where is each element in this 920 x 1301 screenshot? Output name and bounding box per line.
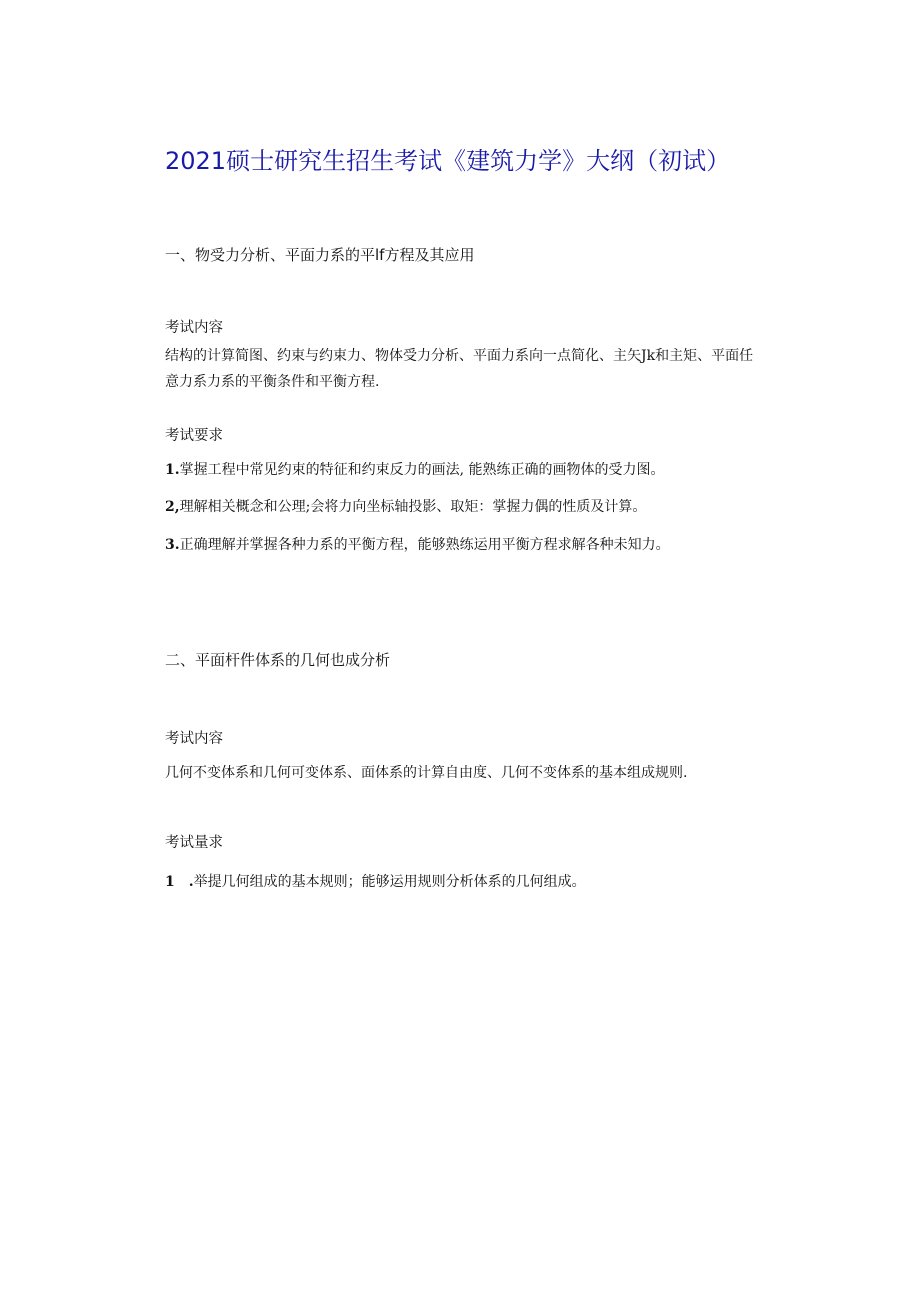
requirement-number: 2, <box>165 499 180 515</box>
document-title: 2021硕士研究生招生考试《建筑力学》大纲（初试） <box>165 147 731 175</box>
requirement-number: 3. <box>165 537 180 553</box>
requirement-text: 举提几何组成的基本规则；能够运用规则分析体系的几何组成。 <box>193 874 586 890</box>
section-2-content-heading: 考试内容 <box>165 731 223 747</box>
section-2-requirements-heading: 考试量求 <box>165 835 223 851</box>
section-1-requirements-heading: 考试要求 <box>165 428 223 444</box>
requirement-number: 1 . <box>165 874 194 890</box>
requirement-text: 正确理解并掌握各种力系的平衡方程，能够熟练运用平衡方程求解各种未知力。 <box>179 537 670 553</box>
section-1-content-text: 结构的计算简图、约束与约束力、物体受力分析、平面力系向一点简化、主矢Jk和主矩、平面任意力系力系的平衡条件和平衡方程. <box>165 348 754 390</box>
section-1-requirement-2 <box>165 496 765 518</box>
section-1-content-heading: 考试内容 <box>165 320 223 336</box>
section-1-requirement-1 <box>165 459 765 481</box>
section-1-requirement-3 <box>165 534 765 556</box>
section-1-heading: 一、物受力分析、平面力系的平lf方程及其应用 <box>165 246 475 264</box>
requirement-text: 掌握工程中常见约束的特征和约束反力的画法, 能熟练正确的画物体的受力图。 <box>179 462 665 478</box>
section-2-requirement-1 <box>165 871 765 893</box>
requirement-number: 1. <box>165 462 180 478</box>
section-2-heading: 二、平面杆件体系的几何也成分析 <box>165 651 391 669</box>
section-2-content-text: 几何不变体系和几何可变体系、面体系的计算自由度、几何不变体系的基本组成规则. <box>165 765 688 781</box>
requirement-text: 理解相关概念和公理;会将力向坐标轴投影、取矩：掌握力偶的性质及计算。 <box>179 499 647 515</box>
